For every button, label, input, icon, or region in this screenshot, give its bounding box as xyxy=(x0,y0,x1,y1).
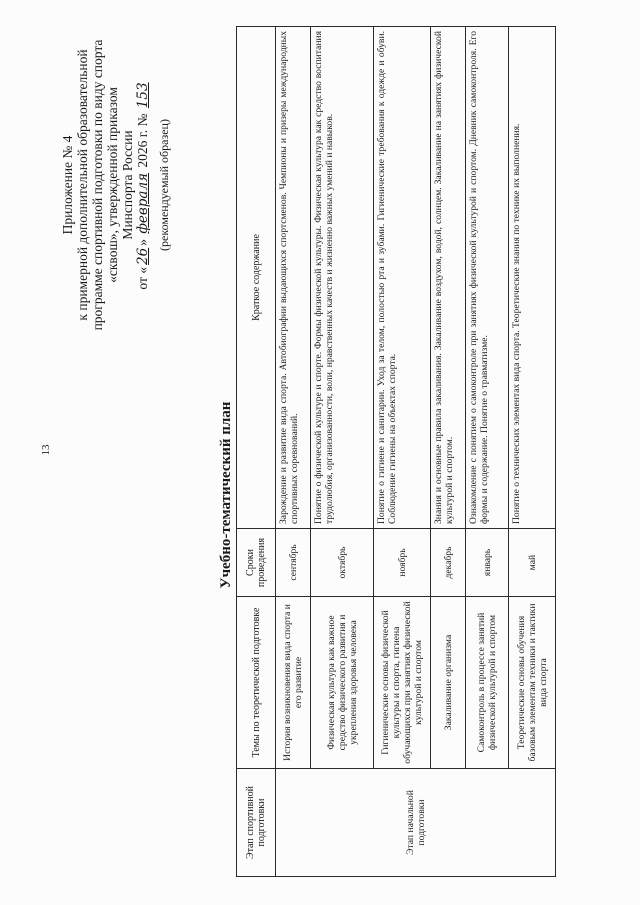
handwritten-month: февраля xyxy=(135,173,151,234)
topic-cell: Закаливание организма xyxy=(431,597,466,769)
appendix-header xyxy=(60,25,172,345)
header-stage: Этап спортивной подготовки xyxy=(237,769,276,877)
content-cell: Знания и основные правила закаливания. Закаливание воздухом, водой, солнцем. Закаливание на занятиях физической культурой и спортом. xyxy=(431,27,466,529)
table-row xyxy=(374,27,431,877)
header-line: «сквош», утвержденной приказом xyxy=(105,87,120,283)
period-cell: декабрь xyxy=(431,529,466,597)
page-number: 13 xyxy=(40,444,52,456)
appendix-number: Приложение № 4 xyxy=(60,135,75,235)
topic-cell: Самоконтроль в процессе занятий физической культурой и спортом xyxy=(466,597,509,769)
period-cell: октябрь xyxy=(311,529,374,597)
header-period: Сроки проведения xyxy=(237,529,276,597)
header-content: Краткое содержание xyxy=(237,27,276,529)
content-cell: Понятие о гигиене и санитарии. Уход за телом, полостью рта и зубами. Гигиенические требования к одежде и обуви. Соблюдение гигиены на объектах спорта. xyxy=(374,27,431,529)
table-row xyxy=(509,27,556,877)
sample-note: (рекомендуемый образец) xyxy=(157,119,171,251)
document-title: Учебно-тематический план xyxy=(218,401,234,589)
period-cell: сентябрь xyxy=(276,529,311,597)
date-separator: » xyxy=(135,235,150,246)
topic-cell: Теоретические основы обучения базовым элементам техники и тактики вида спорта xyxy=(509,597,556,769)
order-date-line xyxy=(135,25,151,345)
topic-cell: Физическая культура как важное средство физического развития и укрепления здоровья человека xyxy=(311,597,374,769)
header-topic: Темы по теоретической подготовке xyxy=(237,597,276,769)
content-cell: Понятие о технических элементах вида спорта. Теоретические знания по технике их выполнения. xyxy=(509,27,556,529)
content-cell: Зарождение и развитие вида спорта. Автобиографии выдающихся спортсменов. Чемпионы и призеры международных спортивных соревнований. xyxy=(276,27,311,529)
table-row xyxy=(466,27,509,877)
handwritten-order-number: 153 xyxy=(135,82,151,109)
table-header-row xyxy=(237,27,276,877)
table-row xyxy=(276,27,311,877)
topic-cell: История возникновения вида спорта и его развитие xyxy=(276,597,311,769)
header-line: Минспорта России xyxy=(120,130,135,240)
handwritten-day: 26 xyxy=(135,247,151,265)
date-prefix: от « xyxy=(135,266,150,290)
date-year: 2026 г. № xyxy=(135,110,150,171)
stage-cell: Этап начальной подготовки xyxy=(276,769,556,877)
period-cell: май xyxy=(509,529,556,597)
study-plan-table xyxy=(236,26,556,877)
table-row xyxy=(311,27,374,877)
period-cell: январь xyxy=(466,529,509,597)
header-line: к примерной дополнительной образовательной xyxy=(75,49,90,321)
topic-cell: Гигиенические основы физической культуры и спорта, гигиена обучающихся при занятиях физической культурой и спортом xyxy=(374,597,431,769)
period-cell: ноябрь xyxy=(374,529,431,597)
header-line: программе спортивной подготовки по виду спорта xyxy=(90,39,105,331)
content-cell: Ознакомление с понятием о самоконтроле при занятиях физической культурой и спортом. Дневник самоконтроля. Его формы и содержание. Понятие о травматизме. xyxy=(466,27,509,529)
content-cell: Понятие о физической культуре и спорте. Формы физической культуры. Физическая культура как средство воспитания трудолюбия, организованности, воли, нравственных качеств и жизненно важных умений и навыков. xyxy=(311,27,374,529)
table-row xyxy=(431,27,466,877)
